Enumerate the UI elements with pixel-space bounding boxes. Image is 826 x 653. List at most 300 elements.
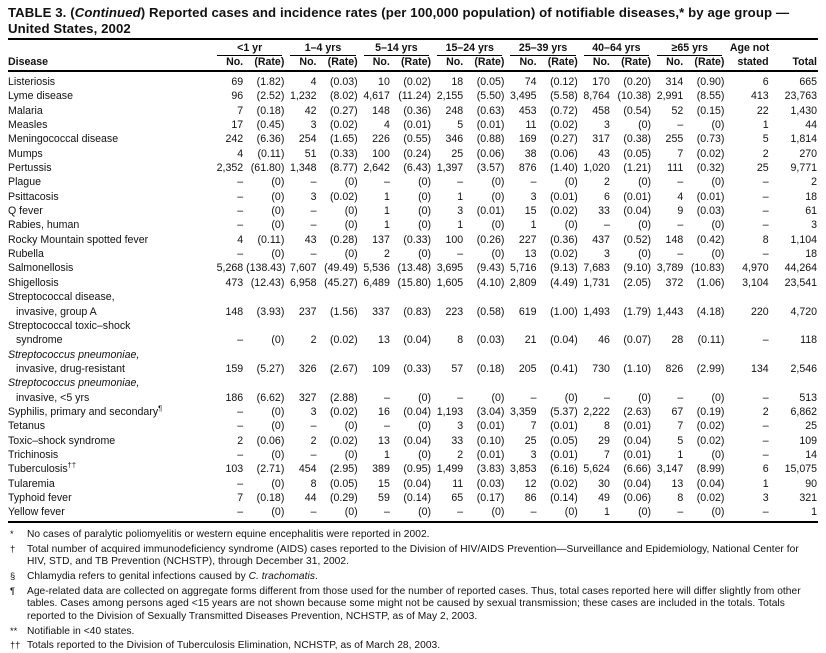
- count-cell: 7: [603, 448, 610, 461]
- footnote: [8, 544, 818, 569]
- count-cell: 1,232: [289, 90, 317, 103]
- count-cell: 4: [237, 147, 244, 160]
- header-no-1: No.: [288, 56, 319, 71]
- count-cell: 1,731: [583, 276, 610, 289]
- count-cell: 876: [518, 162, 537, 175]
- count-cell: –: [677, 391, 684, 404]
- total-cell: 9,771: [790, 162, 817, 175]
- rate-cell: (0.33): [403, 233, 432, 246]
- total-cell: 18: [805, 190, 817, 203]
- rate-cell: (0.19): [696, 405, 725, 418]
- count-cell: 12: [524, 477, 537, 490]
- rate-cell: (0.52): [623, 233, 652, 246]
- table-row: [8, 247, 818, 261]
- rate-cell: (0.01): [550, 420, 578, 433]
- header-group-label: 25–39 yrs: [510, 42, 575, 56]
- rate-cell: (0.02): [330, 334, 358, 347]
- count-cell: 3: [310, 119, 317, 132]
- rate-cell: (2.67): [330, 362, 358, 375]
- total-cell: 23,541: [784, 276, 817, 289]
- table-header: [8, 42, 818, 71]
- count-cell: –: [457, 391, 464, 404]
- rate-cell: (0.02): [330, 119, 358, 132]
- count-cell: 52: [671, 104, 684, 117]
- rate-cell: (0.01): [476, 205, 505, 218]
- rate-cell: (0.02): [696, 434, 725, 447]
- rate-cell: (0.88): [476, 133, 505, 146]
- disease-name-wrap-line: Streptococcal toxic–shock: [8, 319, 131, 332]
- rate-cell: (6.43): [403, 162, 432, 175]
- disease-name-cell: Trichinosis: [8, 448, 59, 461]
- age-not-stated-cell: 1: [762, 477, 769, 490]
- count-cell: 46: [598, 334, 610, 347]
- rate-cell: (0): [638, 391, 652, 404]
- rate-cell: (0.14): [403, 491, 432, 504]
- rate-cell: (45.27): [324, 276, 358, 289]
- rate-cell: (0.01): [403, 119, 432, 132]
- count-cell: 7,607: [289, 262, 317, 275]
- rate-cell: (1.21): [623, 162, 652, 175]
- rate-cell: (0.02): [403, 76, 432, 88]
- rate-cell: (0): [271, 448, 285, 461]
- total-cell: 270: [799, 147, 817, 160]
- rate-cell: (0): [711, 448, 725, 461]
- disease-name-cell: Meningococcal disease: [8, 133, 119, 146]
- total-cell: 1,430: [790, 104, 817, 117]
- count-cell: 205: [518, 362, 537, 375]
- count-cell: 7: [530, 420, 537, 433]
- footnote-marker: ¶: [10, 585, 15, 596]
- total-cell: 4,720: [790, 305, 817, 318]
- count-cell: 5: [457, 119, 464, 132]
- rate-cell: (1.56): [330, 305, 358, 318]
- header-no-3: No.: [435, 56, 466, 71]
- rate-cell: (0): [466, 505, 508, 521]
- rate-cell: (2.63): [623, 405, 652, 418]
- footnote-marker: **: [10, 625, 18, 636]
- count-cell: 619: [518, 305, 537, 318]
- rate-cell: (0.01): [476, 448, 505, 461]
- count-cell: 170: [592, 76, 610, 88]
- table-row: [8, 419, 818, 433]
- count-cell: 111: [667, 162, 684, 175]
- total-cell: 2,546: [790, 362, 817, 375]
- rate-cell: (0.02): [696, 420, 725, 433]
- disease-name-cell: Plague: [8, 176, 41, 189]
- disease-name-cell: Mumps: [8, 147, 43, 160]
- rate-cell: (0.03): [696, 205, 725, 218]
- count-cell: 346: [445, 133, 464, 146]
- rate-cell: (0.32): [696, 162, 725, 175]
- table-row: [8, 434, 818, 448]
- footnote-marker: §: [10, 570, 16, 581]
- rate-cell: (0.18): [256, 491, 285, 504]
- rate-cell: (0): [491, 190, 505, 203]
- count-cell: 51: [304, 147, 317, 160]
- total-cell: 118: [800, 334, 817, 347]
- count-cell: 826: [665, 362, 684, 375]
- rate-cell: (0): [344, 420, 358, 433]
- rate-cell: (1.10): [623, 362, 652, 375]
- count-cell: 5,268: [216, 262, 244, 275]
- total-cell: 1,814: [790, 133, 817, 146]
- total-cell: 321: [799, 491, 817, 504]
- rate-cell: (0): [491, 219, 505, 232]
- rate-cell: (0): [344, 219, 358, 232]
- count-cell: 6,489: [363, 276, 390, 289]
- total-cell: 44: [805, 119, 817, 132]
- rate-cell: (3.83): [476, 463, 505, 476]
- count-cell: 30: [598, 477, 610, 490]
- rate-cell: (0.02): [550, 248, 578, 261]
- rate-cell: (0): [638, 248, 652, 261]
- disease-name-cell: Typhoid fever: [8, 491, 72, 504]
- table-row: [8, 261, 818, 275]
- header-group-3: [435, 42, 508, 56]
- notifiable-diseases-table: [8, 42, 818, 523]
- count-cell: 96: [231, 90, 244, 103]
- rate-cell: (0.04): [403, 477, 432, 490]
- count-cell: 1,443: [656, 305, 684, 318]
- disease-name-cell: Measles: [8, 119, 48, 132]
- rate-cell: (0.02): [330, 190, 358, 203]
- count-cell: 6: [603, 190, 610, 203]
- count-cell: –: [237, 420, 244, 433]
- rate-cell: (0): [271, 405, 285, 418]
- rate-cell: (0.36): [550, 233, 578, 246]
- count-cell: 254: [298, 133, 317, 146]
- count-cell: 10: [378, 76, 390, 88]
- count-cell: 11: [525, 119, 537, 132]
- count-cell: –: [530, 176, 537, 189]
- footnote-marker: *: [10, 528, 14, 539]
- rate-cell: (6.36): [256, 133, 285, 146]
- count-cell: –: [310, 205, 317, 218]
- rate-cell: (0.02): [330, 434, 358, 447]
- table-row: [8, 190, 818, 204]
- header-disease: Disease: [8, 56, 215, 71]
- rate-cell: (0.45): [256, 119, 285, 132]
- count-cell: 7: [677, 420, 684, 433]
- table-row: [8, 405, 818, 419]
- count-cell: 17: [231, 119, 244, 132]
- header-rate-3: (Rate): [466, 56, 508, 71]
- count-cell: –: [237, 405, 244, 418]
- count-cell: 2,352: [216, 162, 244, 175]
- rate-cell: (0.04): [623, 477, 652, 490]
- count-cell: 43: [598, 147, 610, 160]
- table-row: [8, 104, 818, 118]
- count-cell: 1: [383, 190, 390, 203]
- rate-cell: (0): [393, 505, 435, 521]
- rate-cell: (0.72): [550, 104, 578, 117]
- count-cell: 1: [383, 448, 390, 461]
- header-total: Total: [771, 56, 818, 71]
- rate-cell: (0.05): [550, 434, 578, 447]
- header-group-row: [8, 42, 818, 56]
- count-cell: –: [677, 119, 684, 132]
- rate-cell: (0.04): [623, 434, 652, 447]
- age-not-stated-cell: –: [762, 190, 769, 203]
- count-cell: 223: [445, 305, 464, 318]
- rate-cell: (9.10): [623, 262, 652, 275]
- rate-cell: (0.06): [476, 147, 505, 160]
- rate-cell: (0.26): [476, 233, 505, 246]
- count-cell: –: [362, 505, 393, 521]
- rate-cell: (0): [418, 176, 432, 189]
- rate-cell: (0.02): [550, 477, 578, 490]
- rate-cell: (0.07): [623, 334, 652, 347]
- rate-cell: (0): [271, 190, 285, 203]
- count-cell: 21: [524, 334, 537, 347]
- rate-cell: (0.03): [476, 334, 505, 347]
- table-row: [8, 362, 818, 376]
- count-cell: 2: [603, 176, 610, 189]
- rate-cell: (0.11): [257, 233, 285, 246]
- count-cell: 148: [372, 104, 390, 117]
- rate-cell: (0): [344, 205, 358, 218]
- count-cell: 11: [452, 477, 464, 490]
- rate-cell: (5.58): [550, 90, 578, 103]
- total-cell: 2: [811, 176, 817, 189]
- count-cell: 1: [677, 448, 684, 461]
- age-not-stated-cell: 8: [762, 233, 769, 246]
- rate-cell: (2.88): [330, 391, 358, 404]
- table-row: [8, 233, 818, 247]
- rate-cell: (0): [271, 248, 285, 261]
- count-cell: –: [310, 420, 317, 433]
- footnote: [8, 640, 818, 652]
- rate-cell: (6.62): [256, 391, 285, 404]
- rate-cell: (0): [418, 190, 432, 203]
- rate-cell: (2.99): [696, 362, 725, 375]
- count-cell: –: [383, 176, 390, 189]
- rate-cell: (0.03): [476, 477, 505, 490]
- count-cell: 44: [304, 491, 317, 504]
- count-cell: –: [237, 477, 244, 490]
- count-cell: 3,695: [436, 262, 464, 275]
- rate-cell: (13.48): [397, 262, 432, 275]
- count-cell: 1: [457, 219, 464, 232]
- count-cell: 59: [378, 491, 390, 504]
- rate-cell: (0): [271, 219, 285, 232]
- rate-cell: (4.49): [550, 276, 578, 289]
- count-cell: –: [383, 391, 390, 404]
- count-cell: 74: [524, 76, 537, 88]
- count-cell: 13: [671, 477, 684, 490]
- age-not-stated-cell: –: [762, 219, 769, 232]
- rate-cell: (8.55): [696, 90, 725, 103]
- header-rate-5: (Rate): [613, 56, 655, 71]
- header-group-label: 15–24 yrs: [437, 42, 502, 56]
- rate-cell: (0.29): [330, 491, 358, 504]
- header-rate-1: (Rate): [320, 56, 362, 71]
- rate-cell: (0.03): [330, 76, 358, 88]
- rate-cell: (0.12): [550, 76, 578, 88]
- rate-cell: (0): [418, 420, 432, 433]
- count-cell: 730: [592, 362, 610, 375]
- header-group-4: [508, 42, 581, 56]
- disease-name-cell: invasive, <5 yrs: [16, 391, 90, 404]
- table-title: [8, 5, 818, 40]
- total-cell: 1,104: [790, 233, 817, 246]
- header-rate-0: (Rate): [246, 56, 288, 71]
- age-not-stated-cell: –: [762, 248, 769, 261]
- rate-cell: (9.13): [550, 262, 578, 275]
- count-cell: 4: [383, 119, 390, 132]
- footnote: [8, 529, 818, 541]
- count-cell: –: [310, 176, 317, 189]
- count-cell: 1: [530, 219, 537, 232]
- rate-cell: (0.36): [403, 104, 432, 117]
- header-no-4: No.: [508, 56, 539, 71]
- count-cell: 3: [530, 190, 537, 203]
- count-cell: 2: [310, 334, 317, 347]
- age-not-stated-cell: –: [762, 448, 769, 461]
- header-group-6: [655, 42, 728, 56]
- rate-cell: (8.77): [330, 162, 358, 175]
- count-cell: –: [508, 505, 539, 521]
- table-row: [8, 71, 818, 89]
- count-cell: –: [603, 219, 610, 232]
- count-cell: 169: [518, 133, 537, 146]
- count-cell: 3: [603, 119, 610, 132]
- rate-cell: (0): [540, 505, 582, 521]
- count-cell: –: [677, 219, 684, 232]
- count-cell: 454: [298, 463, 317, 476]
- count-cell: 69: [231, 76, 244, 88]
- rate-cell: (0.04): [403, 405, 432, 418]
- disease-name-cell: Syphilis, primary and secondary¶: [8, 403, 163, 418]
- header-group-label: <1 yr: [217, 42, 282, 56]
- count-cell: 13: [524, 248, 537, 261]
- rate-cell: (0): [271, 477, 285, 490]
- disease-name-cell: Psittacosis: [8, 190, 59, 203]
- count-cell: 1: [383, 219, 390, 232]
- rate-cell: (0.14): [550, 491, 578, 504]
- rate-cell: (6.16): [550, 463, 578, 476]
- header-group-label: ≥65 yrs: [657, 42, 722, 56]
- rate-cell: (0.83): [403, 305, 432, 318]
- footnote-text: Total number of acquired immunodeficiency syndrome (AIDS) cases reported to the Division of HIV/AIDS Prevention—Surveillance and Epidemiology, National Center for HIV, STD, and TB Prevention (NCHSTP), through December 31, 2002.: [27, 543, 799, 567]
- count-cell: 3: [310, 405, 317, 418]
- count-cell: 458: [592, 104, 610, 117]
- rate-cell: (0): [418, 248, 432, 261]
- total-cell: 14: [805, 448, 817, 461]
- count-cell: –: [310, 448, 317, 461]
- header-group-label: 40–64 yrs: [584, 42, 649, 56]
- rate-cell: (0): [711, 391, 725, 404]
- table-row: [8, 147, 818, 161]
- disease-name-cell: Salmonellosis: [8, 262, 74, 275]
- count-cell: –: [457, 248, 464, 261]
- count-cell: –: [530, 391, 537, 404]
- age-not-stated-cell: –: [762, 420, 769, 433]
- count-cell: 3: [603, 248, 610, 261]
- disease-name-cell: Malaria: [8, 104, 43, 117]
- rate-cell: (0): [491, 248, 505, 261]
- count-cell: 7: [677, 147, 684, 160]
- disease-name-wrap-line: Streptococcal disease,: [8, 291, 115, 304]
- age-not-stated-cell: 5: [762, 133, 769, 146]
- disease-name-cell: Pertussis: [8, 162, 52, 175]
- total-cell: 25: [805, 420, 817, 433]
- count-cell: 3: [457, 420, 464, 433]
- rate-cell: (49.49): [324, 262, 358, 275]
- header-spacer-total: [771, 42, 818, 56]
- age-not-stated-cell: 134: [750, 362, 769, 375]
- count-cell: 13: [378, 334, 390, 347]
- count-cell: –: [435, 505, 466, 521]
- rate-cell: (0): [246, 505, 288, 521]
- table-row-label: [8, 290, 818, 304]
- age-not-stated-cell: 3: [762, 491, 769, 504]
- rate-cell: (0): [418, 219, 432, 232]
- rate-cell: (0): [320, 505, 362, 521]
- header-group-0: [215, 42, 288, 56]
- count-cell: 8,764: [583, 90, 610, 103]
- count-cell: 2,155: [436, 90, 464, 103]
- count-cell: –: [237, 219, 244, 232]
- disease-name-cell: Yellow fever: [8, 505, 215, 521]
- count-cell: 227: [518, 233, 537, 246]
- footnote-text: Age-related data are collected on aggregate forms different from those used for the number of reported cases. Thus, total cases reported here will differ slightly from other tables. Cases among persons aged <15 years are not shown because some might not be caused by sexual transmission; these cases are included in the totals. Totals reported to the Division of Sexually Transmitted Diseases Prevention, NCHSTP, as of May 2, 2003.: [27, 585, 801, 622]
- header-no-6: No.: [655, 56, 686, 71]
- age-not-stated-cell: 220: [750, 305, 769, 318]
- rate-cell: (0.95): [403, 463, 432, 476]
- disease-name-cell: Toxic–shock syndrome: [8, 434, 116, 447]
- count-cell: 1,397: [436, 162, 464, 175]
- rate-cell: (0.04): [403, 334, 432, 347]
- header-no-2: No.: [362, 56, 393, 71]
- rate-cell: (4.10): [476, 276, 505, 289]
- table-row: [8, 132, 818, 146]
- count-cell: 8: [310, 477, 317, 490]
- rate-cell: (0): [271, 420, 285, 433]
- header-group-label: 1–4 yrs: [290, 42, 355, 56]
- disease-name-cell: invasive, group A: [16, 305, 97, 318]
- table-row: [8, 448, 818, 462]
- rate-cell: (5.27): [256, 362, 285, 375]
- rate-cell: (1.65): [330, 133, 358, 146]
- rate-cell: (0.27): [550, 133, 578, 146]
- header-group-1: [288, 42, 361, 56]
- count-cell: 1,348: [289, 162, 317, 175]
- rate-cell: (1.82): [256, 76, 285, 88]
- footnote: [8, 586, 818, 623]
- count-cell: 3,359: [510, 405, 537, 418]
- footnote-text: Chlamydia refers to genital infections caused by C. trachomatis.: [27, 570, 318, 582]
- header-group-2: [362, 42, 435, 56]
- count-cell: –: [237, 176, 244, 189]
- rate-cell: (0): [711, 219, 725, 232]
- count-cell: –: [603, 391, 610, 404]
- rate-cell: (0.05): [476, 76, 505, 88]
- table-row: [8, 391, 818, 405]
- count-cell: 1,605: [436, 276, 464, 289]
- total-cell: 90: [805, 477, 817, 490]
- disease-name-cell: Rabies, human: [8, 219, 80, 232]
- title-prefix: TABLE 3. (: [8, 5, 75, 20]
- count-cell: –: [237, 190, 244, 203]
- rate-cell: (0.02): [696, 147, 725, 160]
- count-cell: 2: [310, 434, 317, 447]
- count-cell: –: [457, 176, 464, 189]
- header-rate-2: (Rate): [393, 56, 435, 71]
- count-cell: 3,789: [656, 262, 684, 275]
- rate-cell: (0.04): [403, 434, 432, 447]
- count-cell: 109: [372, 362, 390, 375]
